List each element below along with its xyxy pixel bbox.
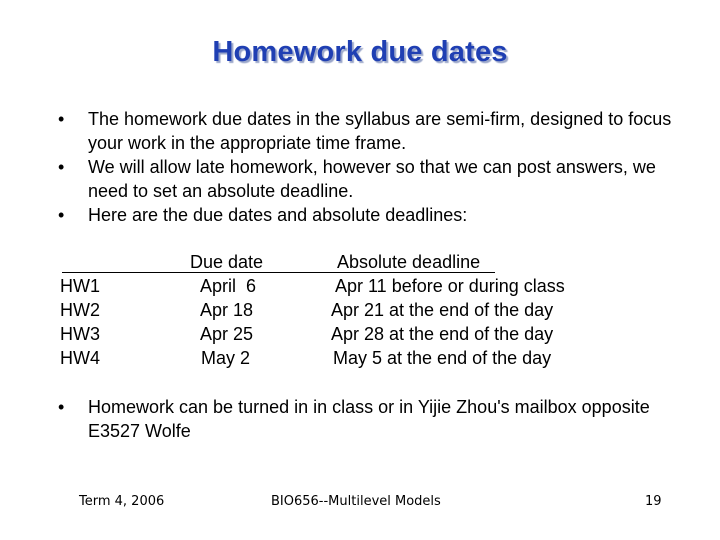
header-rule-gap <box>271 272 337 273</box>
bullet-text: Homework can be turned in in class or in Yijie Zhou's mailbox opposite E3527 Wolfe <box>88 397 650 441</box>
row-absolute: May 5 at the end of the day <box>333 348 552 368</box>
row-hw: HW1 <box>60 276 100 296</box>
header-rule-hw <box>62 272 187 273</box>
row-absolute: Apr 11 before or during class <box>335 276 565 296</box>
row-absolute: Apr 21 at the end of the day <box>331 300 554 320</box>
bullet-item: • We will allow late homework, however so that we can post answers, we need to set an absolute deadline. <box>58 157 656 201</box>
top-bullet-list <box>56 107 676 227</box>
row-hw: HW2 <box>60 300 100 320</box>
footer-term: Term 4, 2006 <box>79 494 165 509</box>
header-due-date: Due date <box>190 252 264 272</box>
row-hw: HW4 <box>60 348 100 368</box>
bullet-item: • Homework can be turned in in class or in Yijie Zhou's mailbox opposite E3527 Wolfe <box>58 397 650 441</box>
bullet-item: • The homework due dates in the syllabus are semi-firm, designed to focus your work in the appropriate time frame. <box>58 109 672 153</box>
bullet-text: Here are the due dates and absolute deadlines: <box>88 205 468 225</box>
row-hw: HW3 <box>60 324 100 344</box>
row-due: May 2 <box>201 348 251 368</box>
row-due: Apr 18 <box>200 300 254 320</box>
footer-course: BIO656--Multilevel Models <box>271 494 441 509</box>
footer-page-number: 19 <box>645 494 662 509</box>
header-absolute-deadline: Absolute deadline <box>337 252 481 272</box>
slide-title: Homework due dates <box>212 36 508 68</box>
row-due: Apr 25 <box>200 324 254 344</box>
bullet-text: We will allow late homework, however so that we can post answers, we need to set an absolute deadline. <box>88 157 656 201</box>
bullet-text: The homework due dates in the syllabus are semi-firm, designed to focus your work in the appropriate time frame. <box>88 109 672 153</box>
row-due: April 6 <box>200 276 257 296</box>
bottom-bullet-list <box>56 395 676 443</box>
bullet-item: • Here are the due dates and absolute deadlines: <box>58 205 468 225</box>
row-absolute: Apr 28 at the end of the day <box>331 324 554 344</box>
